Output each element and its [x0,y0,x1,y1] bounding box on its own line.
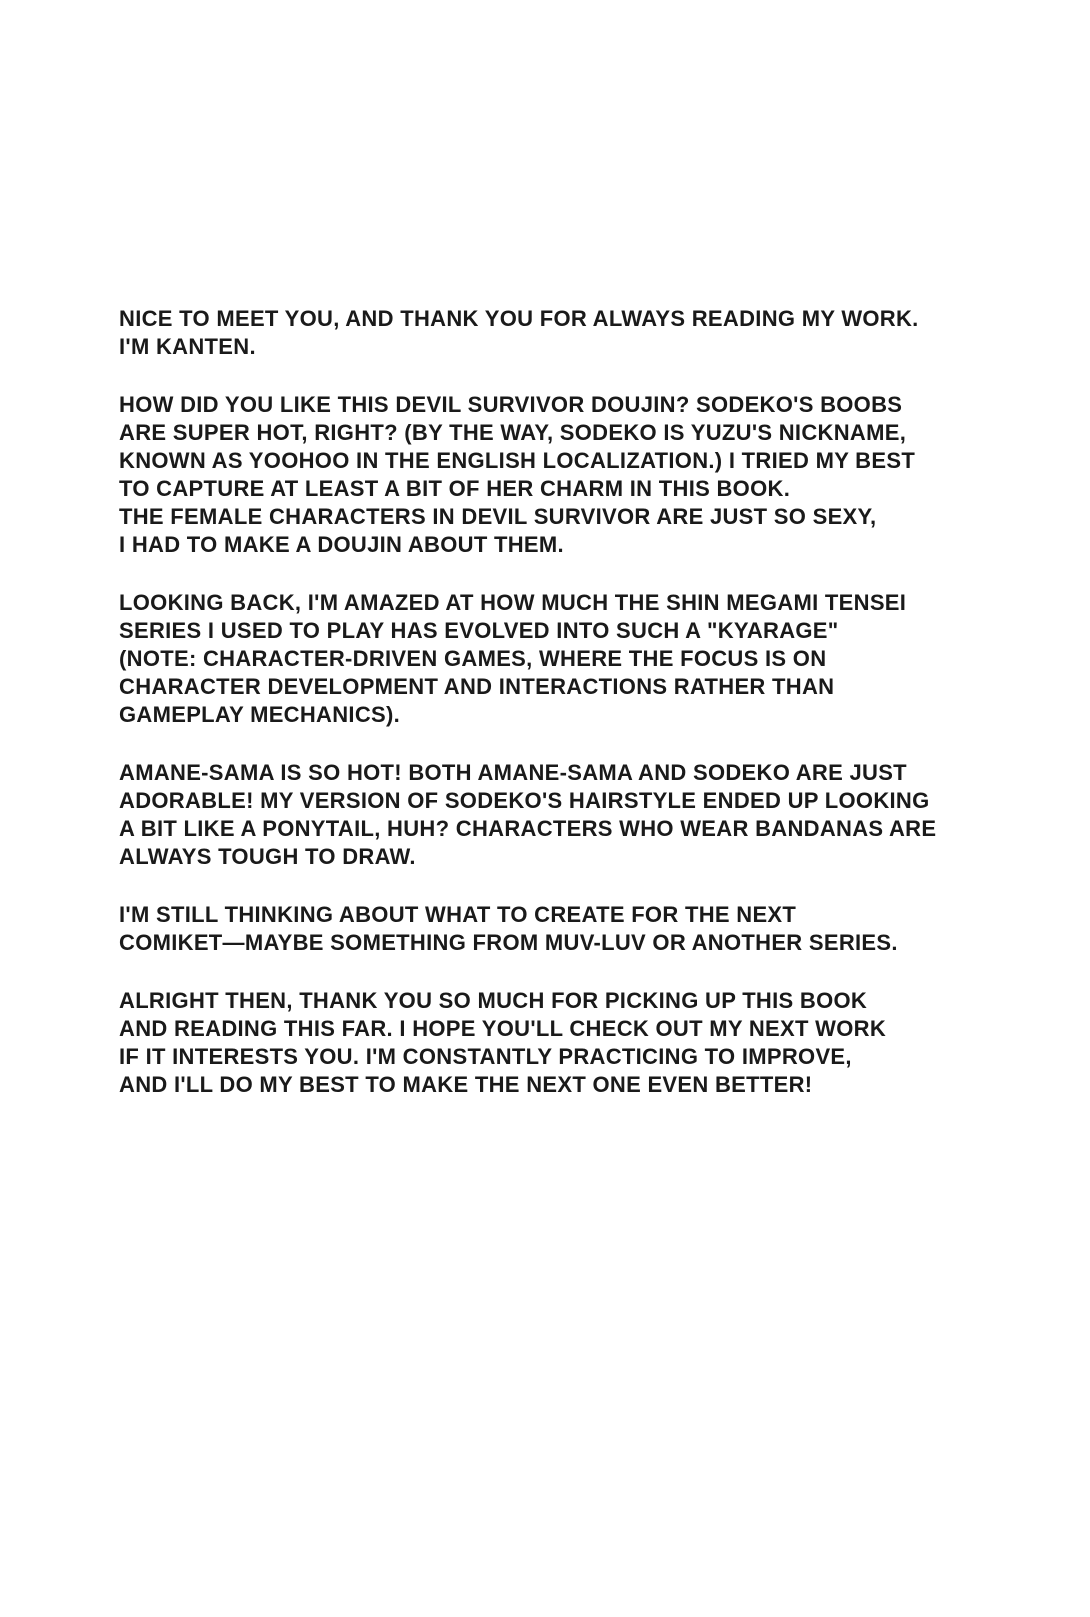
text-line: (NOTE: CHARACTER-DRIVEN GAMES, WHERE THE FOCUS IS ON [119,646,827,671]
text-line: GAMEPLAY MECHANICS). [119,702,401,727]
paragraph-closing [119,987,1019,1099]
text-line: I'M KANTEN. [119,334,256,359]
text-line: AMANE-SAMA IS SO HOT! BOTH AMANE-SAMA AND SODEKO ARE JUST [119,760,907,785]
text-line: TO CAPTURE AT LEAST A BIT OF HER CHARM IN THIS BOOK. [119,476,791,501]
text-line: I'M STILL THINKING ABOUT WHAT TO CREATE FOR THE NEXT [119,902,797,927]
text-line: ADORABLE! MY VERSION OF SODEKO'S HAIRSTYLE ENDED UP LOOKING [119,788,930,813]
text-line: HOW DID YOU LIKE THIS DEVIL SURVIVOR DOUJIN? SODEKO'S BOOBS [119,392,903,417]
text-line: THE FEMALE CHARACTERS IN DEVIL SURVIVOR ARE JUST SO SEXY, [119,504,877,529]
text-line: SERIES I USED TO PLAY HAS EVOLVED INTO SUCH A "KYARAGE" [119,618,839,643]
paragraph-doujin [119,391,1019,559]
paragraph-characters [119,759,1019,871]
paragraph-greeting [119,305,1019,361]
text-line: A BIT LIKE A PONYTAIL, HUH? CHARACTERS WHO WEAR BANDANAS ARE [119,816,937,841]
text-line: AND I'LL DO MY BEST TO MAKE THE NEXT ONE EVEN BETTER! [119,1072,813,1097]
text-line: LOOKING BACK, I'M AMAZED AT HOW MUCH THE SHIN MEGAMI TENSEI [119,590,907,615]
text-line: IF IT INTERESTS YOU. I'M CONSTANTLY PRACTICING TO IMPROVE, [119,1044,852,1069]
text-line: NICE TO MEET YOU, AND THANK YOU FOR ALWAYS READING MY WORK. [119,306,919,331]
paragraph-looking-back [119,589,1019,729]
text-line: KNOWN AS YOOHOO IN THE ENGLISH LOCALIZATION.) I TRIED MY BEST [119,448,916,473]
text-line: ARE SUPER HOT, RIGHT? (BY THE WAY, SODEKO IS YUZU'S NICKNAME, [119,420,907,445]
text-line: I HAD TO MAKE A DOUJIN ABOUT THEM. [119,532,564,557]
afterword-text [119,305,1019,1129]
text-line: ALWAYS TOUGH TO DRAW. [119,844,416,869]
text-line: AND READING THIS FAR. I HOPE YOU'LL CHECK OUT MY NEXT WORK [119,1016,887,1041]
text-line: COMIKET—MAYBE SOMETHING FROM MUV-LUV OR ANOTHER SERIES. [119,930,898,955]
text-line: ALRIGHT THEN, THANK YOU SO MUCH FOR PICKING UP THIS BOOK [119,988,868,1013]
text-line: CHARACTER DEVELOPMENT AND INTERACTIONS RATHER THAN [119,674,835,699]
paragraph-next-comiket [119,901,1019,957]
